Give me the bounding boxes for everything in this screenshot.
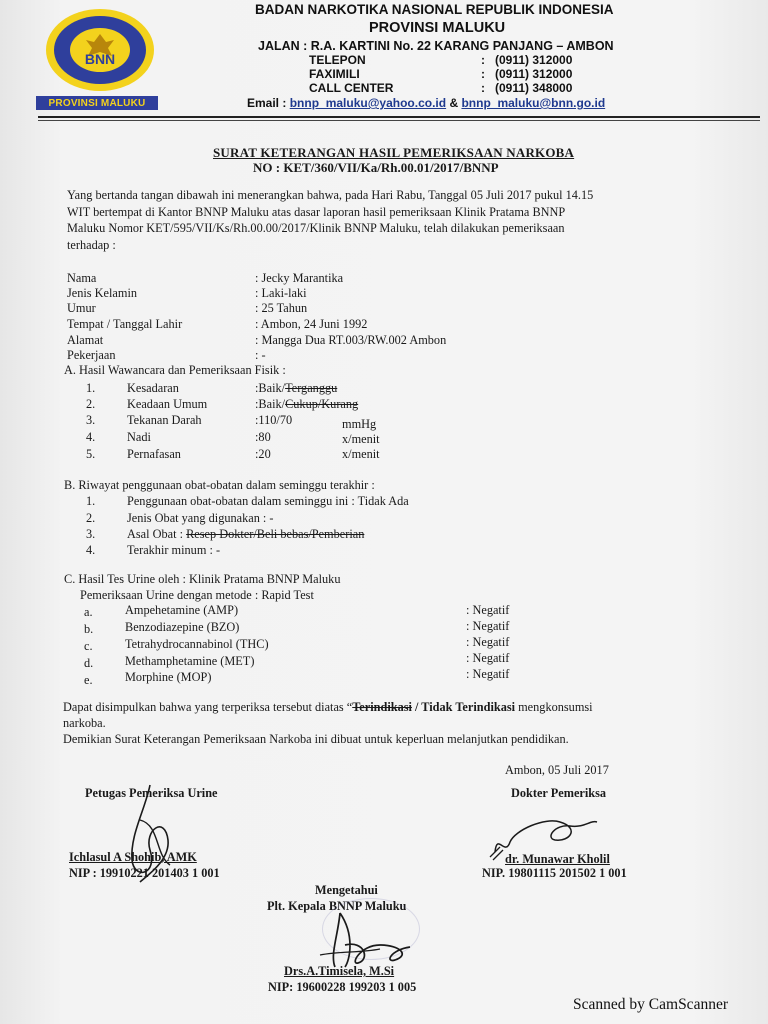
camscanner-watermark: Scanned by CamScanner — [573, 996, 728, 1013]
section-a-no: 2. — [86, 397, 96, 411]
section-a-value: :Baik/Terganggu — [255, 381, 338, 395]
section-b-item: Asal Obat : Resep Dokter/Beli bebas/Pemberian — [127, 527, 365, 541]
section-a-value: :110/70 — [255, 413, 293, 427]
center-signer-nip: NIP: 19600228 199203 1 005 — [268, 980, 417, 994]
contact-email: Email : bnnp_maluku@yahoo.co.id & bnnp_maluku@bnn.go.id — [247, 96, 606, 110]
section-a-no: 3. — [86, 413, 96, 427]
urine-test-no: c. — [84, 639, 93, 653]
identity-value-gender: : Laki-laki — [255, 286, 307, 300]
contact-call-center: CALL CENTER : (0911) 348000 — [309, 81, 573, 95]
closing-statement: Demikian Surat Keterangan Pemeriksaan Narkoba ini dibuat untuk keperluan melanjutkan pendidikan. — [63, 732, 569, 746]
section-a-unit: x/menit — [342, 432, 380, 446]
conclusion-line-2: narkoba. — [63, 716, 106, 730]
left-signer-nip: NIP : 19910221 201403 1 001 — [69, 866, 220, 880]
identity-label-name: Nama — [67, 271, 97, 285]
urine-test-name: Morphine (MOP) — [125, 670, 212, 684]
urine-test-result: : Negatif — [466, 603, 510, 617]
contact-phone: TELEPON : (0911) 312000 — [309, 53, 573, 67]
identity-value-age: : 25 Tahun — [255, 301, 308, 315]
urine-test-name: Tetrahydrocannabinol (THC) — [125, 637, 269, 651]
identity-label-occupation: Pekerjaan — [67, 348, 116, 362]
section-a-label: Keadaan Umum — [127, 397, 208, 411]
urine-test-result: : Negatif — [466, 635, 510, 649]
section-a-no: 4. — [86, 430, 96, 444]
email-link-bnn[interactable]: bnnp_maluku@bnn.go.id — [461, 96, 606, 110]
section-b-no: 1. — [86, 494, 96, 508]
section-a-label: Tekanan Darah — [127, 413, 202, 427]
section-b-item: Penggunaan obat-obatan dalam seminggu ini : Tidak Ada — [127, 494, 409, 508]
section-b-item: Jenis Obat yang digunakan : - — [127, 511, 274, 525]
right-signer-nip: NIP. 19801115 201502 1 001 — [482, 866, 627, 880]
place-date: Ambon, 05 Juli 2017 — [505, 763, 609, 777]
section-a-label: Kesadaran — [127, 381, 179, 395]
section-a-no: 1. — [86, 381, 96, 395]
section-a-label: Nadi — [127, 430, 151, 444]
contact-fax: FAXIMILI : (0911) 312000 — [309, 67, 573, 81]
urine-test-name: Methamphetamine (MET) — [125, 654, 255, 668]
section-a-label: Pernafasan — [127, 447, 181, 461]
center-acknowledge: Mengetahui — [315, 883, 378, 897]
section-a-value: :Baik/Cukup/Kurang — [255, 397, 359, 411]
center-signer-name: Drs.A.Timisela, M.Si — [284, 964, 395, 978]
urine-test-name: Ampehetamine (AMP) — [125, 603, 239, 617]
letterhead-rule-thin — [38, 120, 760, 121]
left-signer-role: Petugas Pemeriksa Urine — [85, 786, 218, 800]
left-signer-name: Ichlasul A Shohib, AMK — [69, 850, 197, 864]
identity-value-birth: : Ambon, 24 Juni 1992 — [255, 317, 368, 331]
section-c-heading: C. Hasil Tes Urine oleh : Klinik Pratama BNNP Maluku — [64, 572, 341, 586]
urine-test-no: e. — [84, 673, 93, 687]
section-a-value: :80 — [255, 430, 271, 444]
identity-label-gender: Jenis Kelamin — [67, 286, 138, 300]
identity-value-address: : Mangga Dua RT.003/RW.002 Ambon — [255, 333, 447, 347]
urine-test-no: a. — [84, 605, 93, 619]
center-signer-role: Plt. Kepala BNNP Maluku — [267, 899, 407, 913]
urine-test-result: : Negatif — [466, 667, 510, 681]
section-a-unit: mmHg — [342, 417, 377, 431]
section-b-no: 2. — [86, 511, 96, 525]
urine-test-result: : Negatif — [466, 619, 510, 633]
document-title: SURAT KETERANGAN HASIL PEMERIKSAAN NARKOBA — [213, 145, 575, 160]
province-name: PROVINSI MALUKU — [369, 20, 506, 36]
document-number: NO : KET/360/VII/Ka/Rh.00.01/2017/BNNP — [253, 160, 499, 175]
identity-value-occupation: : - — [255, 348, 266, 362]
conclusion-line: Dapat disimpulkan bahwa yang terperiksa tersebut diatas “Terindikasi / Tidak Terindikasi mengkonsumsi — [63, 700, 593, 714]
identity-label-age: Umur — [67, 301, 96, 315]
identity-label-birth: Tempat / Tanggal Lahir — [67, 317, 183, 331]
right-signer-role: Dokter Pemeriksa — [511, 786, 607, 800]
section-a-no: 5. — [86, 447, 96, 461]
urine-test-no: d. — [84, 656, 94, 670]
section-a-heading: A. Hasil Wawancara dan Pemeriksaan Fisik : — [64, 363, 286, 377]
logo-province-strip: PROVINSI MALUKU — [36, 96, 158, 110]
section-b-heading: B. Riwayat penggunaan obat-obatan dalam seminggu terakhir : — [64, 478, 375, 492]
office-address: JALAN : R.A. KARTINI No. 22 KARANG PANJANG – AMBON — [258, 39, 614, 53]
right-signer-name: dr. Munawar Kholil — [505, 852, 610, 866]
section-b-no: 3. — [86, 527, 96, 541]
bnn-logo — [44, 8, 156, 92]
svg-text:BNN: BNN — [84, 51, 116, 67]
letterhead-rule — [38, 116, 760, 118]
urine-test-name: Benzodiazepine (BZO) — [125, 620, 240, 634]
section-c-method: Pemeriksaan Urine dengan metode : Rapid Test — [80, 588, 314, 602]
urine-test-result: : Negatif — [466, 651, 510, 665]
identity-label-address: Alamat — [67, 333, 104, 347]
section-b-item: Terakhir minum : - — [127, 543, 221, 557]
section-b-no: 4. — [86, 543, 96, 557]
intro-paragraph: Yang bertanda tangan dibawah ini menerangkan bahwa, pada Hari Rabu, Tanggal 05 Juli 2017 pukul 14.15 WIT bertempat di Kantor BNNP Maluku atas dasar laporan hasil pemeriksaan Klinik Pratama BNNP Maluku Nomor KET/595/VII/Ks/Rh.00.00/2017/Klinik BNNP Maluku, telah dilakukan pemeriksaan terhadap : — [67, 188, 594, 252]
agency-name: BADAN NARKOTIKA NASIONAL REPUBLIK INDONESIA — [255, 2, 614, 17]
email-link-yahoo[interactable]: bnnp_maluku@yahoo.co.id — [289, 96, 447, 110]
section-a-unit: x/menit — [342, 447, 380, 461]
section-a-value: :20 — [255, 447, 271, 461]
identity-value-name: : Jecky Marantika — [255, 271, 344, 285]
urine-test-no: b. — [84, 622, 94, 636]
